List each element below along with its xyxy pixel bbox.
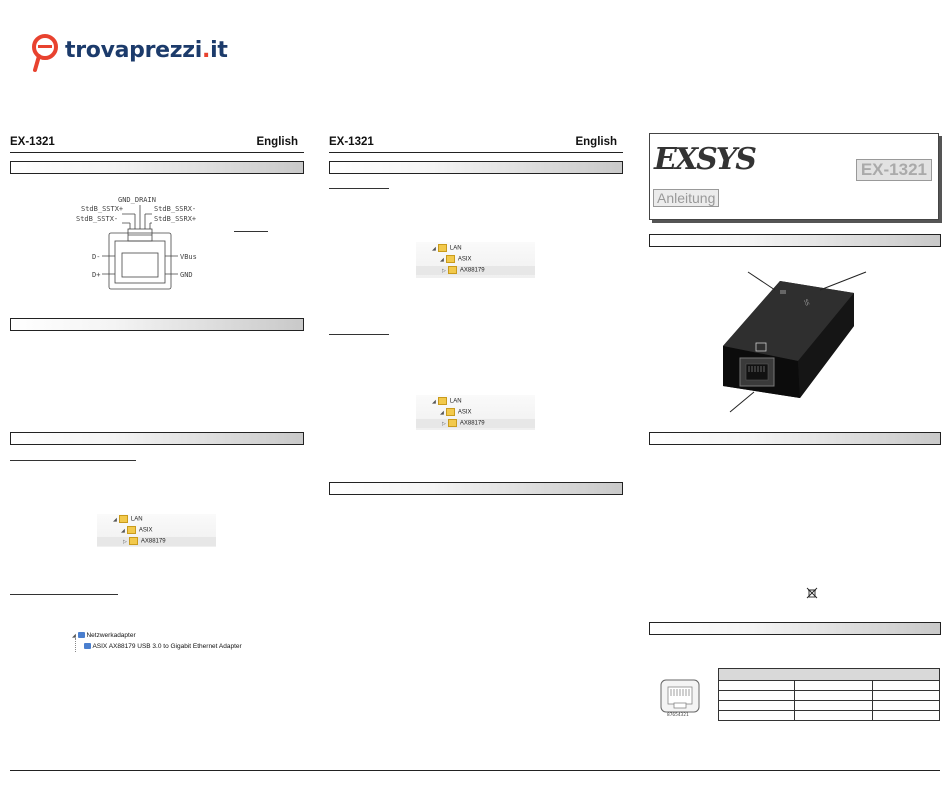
model-name: EX-1321 — [10, 136, 55, 148]
folder-icon — [127, 526, 136, 534]
language-label: English — [256, 136, 298, 148]
folder-icon — [446, 408, 455, 416]
device-manager-tree — [416, 242, 535, 278]
weee-bin-icon — [806, 587, 818, 599]
column-2-header — [329, 136, 623, 153]
exsys-logo: EXSYS — [654, 142, 755, 177]
expand-icon: ◢ — [121, 527, 125, 534]
table-row — [719, 711, 940, 721]
section-bar — [329, 161, 623, 174]
cover-subtitle: Anleitung — [653, 189, 719, 207]
subheading-underline — [10, 460, 136, 461]
network-icon — [84, 643, 91, 649]
folder-icon — [448, 419, 457, 427]
folder-icon — [119, 515, 128, 523]
pin-label: StdB_SSTX- — [76, 215, 119, 223]
table-header — [719, 669, 940, 681]
tree-item: ASIX — [457, 409, 472, 416]
rj45-port-icon — [660, 679, 700, 713]
product-image — [718, 268, 868, 413]
network-icon — [78, 632, 85, 638]
section-bar — [649, 234, 941, 247]
tree-item: LAN — [449, 245, 462, 252]
expand-icon: ◢ — [440, 256, 444, 263]
tree-item: LAN — [449, 398, 462, 405]
expand-icon: ◢ — [440, 409, 444, 416]
text-underline — [234, 231, 268, 232]
pin-numbers: 87654321 — [667, 713, 689, 718]
section-bar — [329, 482, 623, 495]
pin-label: D- — [92, 253, 101, 261]
pin-label: StdB_SSRX- — [154, 205, 197, 213]
pin-label: StdB_SSTX+ — [81, 205, 124, 213]
section-bar — [10, 432, 304, 445]
folder-icon — [129, 537, 138, 545]
tree-item: ASIX — [457, 256, 472, 263]
cover-model: EX-1321 — [856, 159, 932, 181]
expand-icon: ◢ — [432, 398, 436, 405]
expand-icon: ◢ — [113, 516, 117, 523]
svg-text:SS: SS — [802, 298, 810, 307]
folder-icon — [438, 397, 447, 405]
rj45-pinout — [660, 679, 700, 721]
device-manager-tree — [97, 514, 216, 547]
column-1-header — [10, 136, 304, 153]
section-bar — [649, 432, 941, 445]
tree-category: Netzwerkadapter — [86, 632, 136, 639]
section-bar — [10, 318, 304, 331]
table-row — [719, 681, 940, 691]
pin-label: GND — [180, 271, 193, 279]
collapsed-icon: ▷ — [442, 267, 446, 274]
cover-box — [649, 133, 939, 220]
tree-item: AX88179 — [459, 420, 485, 427]
tree-item: ASIX AX88179 USB 3.0 to Gigabit Ethernet Adapter — [92, 643, 242, 650]
pin-label: StdB_SSRX+ — [154, 215, 197, 223]
pinout-table — [718, 668, 940, 721]
tree-item: LAN — [130, 516, 143, 523]
tree-item: AX88179 — [459, 267, 485, 274]
table-row — [719, 691, 940, 701]
usb-connector-diagram — [72, 193, 222, 293]
tree-item: AX88179 — [140, 538, 166, 545]
logo-wordmark: trovaprezzi.it — [65, 38, 228, 63]
folder-icon — [446, 255, 455, 263]
pin-label: VBus — [180, 253, 197, 261]
expand-icon: ◢ — [72, 633, 76, 639]
pin-label: D+ — [92, 271, 101, 279]
trovaprezzi-magnifier-icon — [31, 34, 61, 74]
folder-icon — [448, 266, 457, 274]
tree-item: ASIX — [138, 527, 153, 534]
language-label: English — [575, 136, 617, 148]
section-bar — [10, 161, 304, 174]
pin-label: GND_DRAIN — [118, 196, 156, 204]
subheading-underline — [10, 594, 118, 595]
expand-icon: ◢ — [432, 245, 436, 252]
footer-divider — [10, 770, 940, 771]
table-row — [719, 701, 940, 711]
collapsed-icon: ▷ — [123, 538, 127, 545]
device-manager-tree — [416, 395, 535, 430]
model-name: EX-1321 — [329, 136, 374, 148]
folder-icon — [438, 244, 447, 252]
section-bar — [649, 622, 941, 635]
trovaprezzi-logo[interactable] — [31, 34, 228, 74]
subheading-underline — [329, 188, 389, 189]
network-adapter-tree — [72, 632, 262, 656]
subheading-underline — [329, 334, 389, 335]
collapsed-icon: ▷ — [442, 420, 446, 427]
